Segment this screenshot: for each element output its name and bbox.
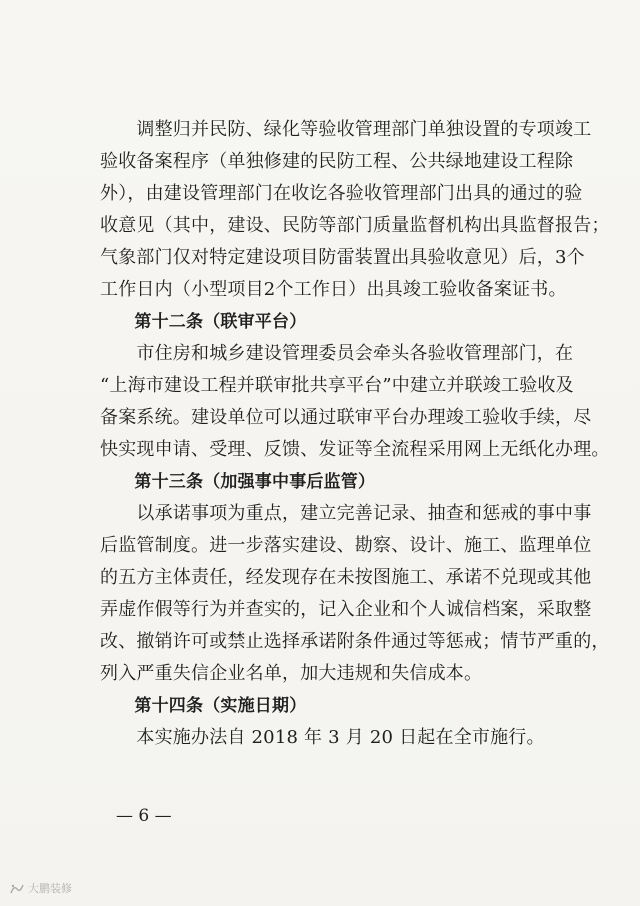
article-12-heading: 第十二条（联审平台） [100, 312, 307, 332]
watermark-logo-icon [10, 883, 24, 895]
article-13-heading: 第十三条（加强事中事后监管） [100, 472, 376, 492]
body-line: 改、撤销许可或禁止选择承诺附条件通过等惩戒；情节严重的， [100, 631, 610, 652]
body-line: 备案系统。建设单位可以通过联审平台办理竣工验收手续，尽 [100, 407, 592, 428]
body-line: 本实施办法自 2018 年 3 月 20 日起在全市施行。 [100, 727, 545, 748]
body-line: 工作日内（小型项目2个工作日）出具竣工验收备案证书。 [100, 279, 567, 300]
body-line: “上海市建设工程并联审批共享平台”中建立并联竣工验收及 [100, 375, 574, 396]
body-line: 列入严重失信企业名单，加大违规和失信成本。 [100, 663, 483, 684]
article-14-heading: 第十四条（实施日期） [100, 696, 307, 716]
body-line: 外），由建设管理部门在收讫各验收管理部门出具的通过的验 [100, 183, 583, 204]
body-line: 验收备案程序（单独修建的民防工程、公共绿地建设工程除 [100, 151, 574, 172]
body-line: 调整归并民防、绿化等验收管理部门单独设置的专项竣工 [100, 119, 592, 140]
body-line: 后监管制度。进一步落实建设、勘察、设计、施工、监理单位 [100, 535, 592, 556]
body-line: 的五方主体责任，经发现存在未按图施工、承诺不兑现或其他 [100, 567, 592, 588]
body-line: 以承诺事项为重点，建立完善记录、抽查和惩戒的事中事 [100, 503, 592, 524]
watermark [10, 882, 72, 896]
body-line: 弄虚作假等行为并查实的，记入企业和个人诚信档案，采取整 [100, 599, 592, 620]
body-line: 气象部门仅对特定建设项目防雷装置出具验收意见）后，3个 [100, 247, 585, 268]
body-line: 市住房和城乡建设管理委员会牵头各验收管理部门，在 [100, 343, 574, 364]
page-number: — 6 — [116, 806, 172, 826]
watermark-text: 大鹏装修 [28, 882, 72, 895]
document-body [100, 114, 610, 754]
body-line: 快实现申请、受理、反馈、发证等全流程采用网上无纸化办理。 [100, 439, 610, 460]
body-line: 收意见（其中，建设、民防等部门质量监督机构出具监督报告； [100, 215, 610, 236]
